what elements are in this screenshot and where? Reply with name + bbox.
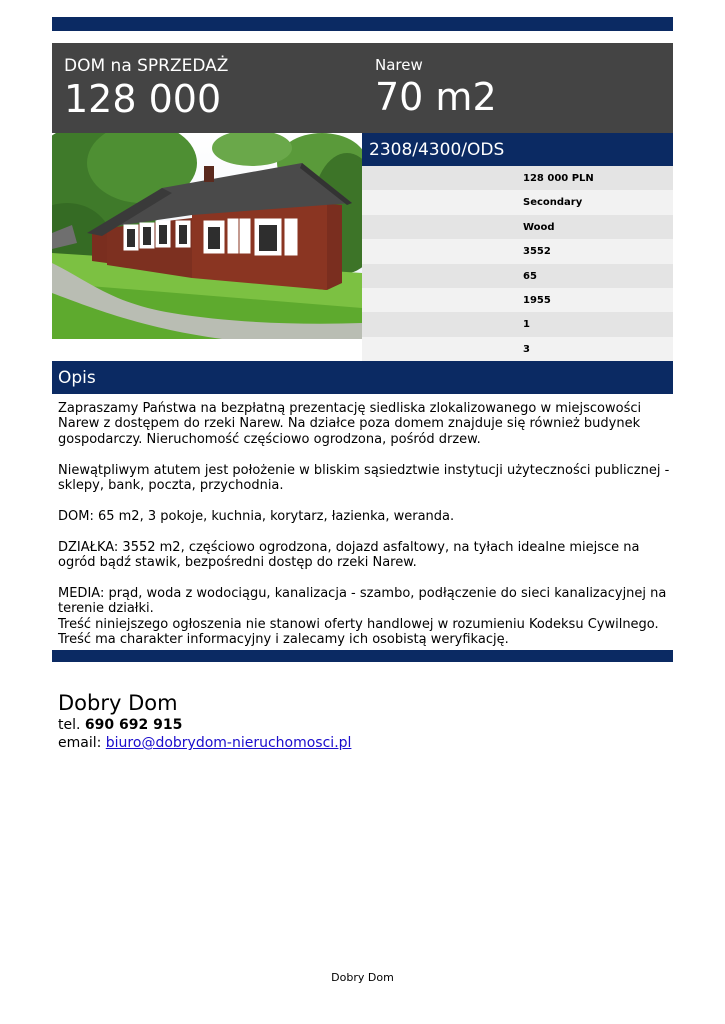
- house-illustration: [52, 133, 362, 339]
- email-label: email:: [58, 735, 102, 751]
- detail-value: 65: [523, 270, 537, 282]
- reference-bar: [362, 133, 673, 166]
- description-heading: Opis: [58, 368, 96, 388]
- description-disclaimer: Treść niniejszego ogłoszenia nie stanowi oferty handlowej w rozumieniu Kodeksu Cywilnego. Treść ma charakter informacyjny i zalecamy ich osobistą weryfikację.: [58, 616, 659, 648]
- detail-row-usable-area: [362, 264, 673, 288]
- page-footer: Dobry Dom: [331, 971, 394, 984]
- detail-value: 1: [523, 319, 530, 331]
- phone-number: 690 692 915: [84, 717, 183, 733]
- detail-row-floors: [362, 312, 673, 336]
- description-paragraph: Niewątpliwym atutem jest położenie w bliskim sąsiedztwie instytucji użyteczności publicznej - sklepy, bank, poczta, przychodnia.: [58, 462, 670, 494]
- hero-right: [375, 56, 497, 118]
- detail-value: 3552: [523, 246, 551, 258]
- listing-city: Narew: [375, 56, 423, 74]
- top-accent-bar: [52, 17, 673, 31]
- detail-row-year: [362, 288, 673, 312]
- listing-area: 70 m2: [375, 75, 497, 119]
- description-paragraph: DZIAŁKA: 3552 m2, częściowo ogrodzona, dojazd asfaltowy, na tyłach idealne miejsce na ogród bądź stawik, bezpośredni dostęp do rzeki Narew.: [58, 539, 640, 571]
- property-photo: [52, 133, 362, 339]
- phone-label: tel.: [58, 717, 81, 733]
- description-header: [52, 361, 673, 394]
- reference-number: 2308/4300/ODS: [369, 140, 505, 160]
- phone-line: [58, 716, 351, 734]
- listing-price: 128 000: [64, 77, 222, 121]
- description-paragraph: Zapraszamy Państwa na bezpłatną prezentację siedliska zlokalizowanego w miejscowości Narew z dostępem do rzeki Narew. Na działce poza domem znajduje się również budynek gospodarczy. Nieruchomość częściowo ogrodzona, pośród drzew.: [58, 401, 642, 447]
- details-table: [362, 166, 673, 361]
- description-paragraph: DOM: 65 m2, 3 pokoje, kuchnia, korytarz, łazienka, weranda.: [58, 508, 455, 524]
- email-link[interactable]: biuro@dobrydom-nieruchomosci.pl: [105, 735, 352, 751]
- hero-left: [64, 56, 228, 120]
- detail-value: 128 000 PLN: [523, 173, 594, 184]
- detail-row-rooms: [362, 337, 673, 361]
- detail-value: 3: [523, 343, 530, 355]
- bottom-accent-bar: [52, 650, 673, 662]
- hero-banner: [52, 43, 673, 133]
- contact-block: [58, 691, 351, 752]
- detail-row-market: [362, 190, 673, 214]
- listing-type: DOM na SPRZEDAŻ: [64, 56, 229, 76]
- company-name: Dobry Dom: [58, 691, 178, 715]
- detail-row-price: [362, 166, 673, 190]
- description-body: [58, 401, 670, 647]
- detail-value: 1955: [523, 294, 551, 306]
- description-paragraph: MEDIA: prąd, woda z wodociągu, kanalizacja - szambo, podłączenie do sieci kanalizacyjnej na terenie działki.: [58, 585, 667, 617]
- detail-row-plot-area: [362, 239, 673, 263]
- detail-value: Secondary: [523, 197, 583, 209]
- detail-value: Wood: [523, 221, 555, 233]
- detail-row-material: [362, 215, 673, 239]
- email-line: [58, 734, 351, 752]
